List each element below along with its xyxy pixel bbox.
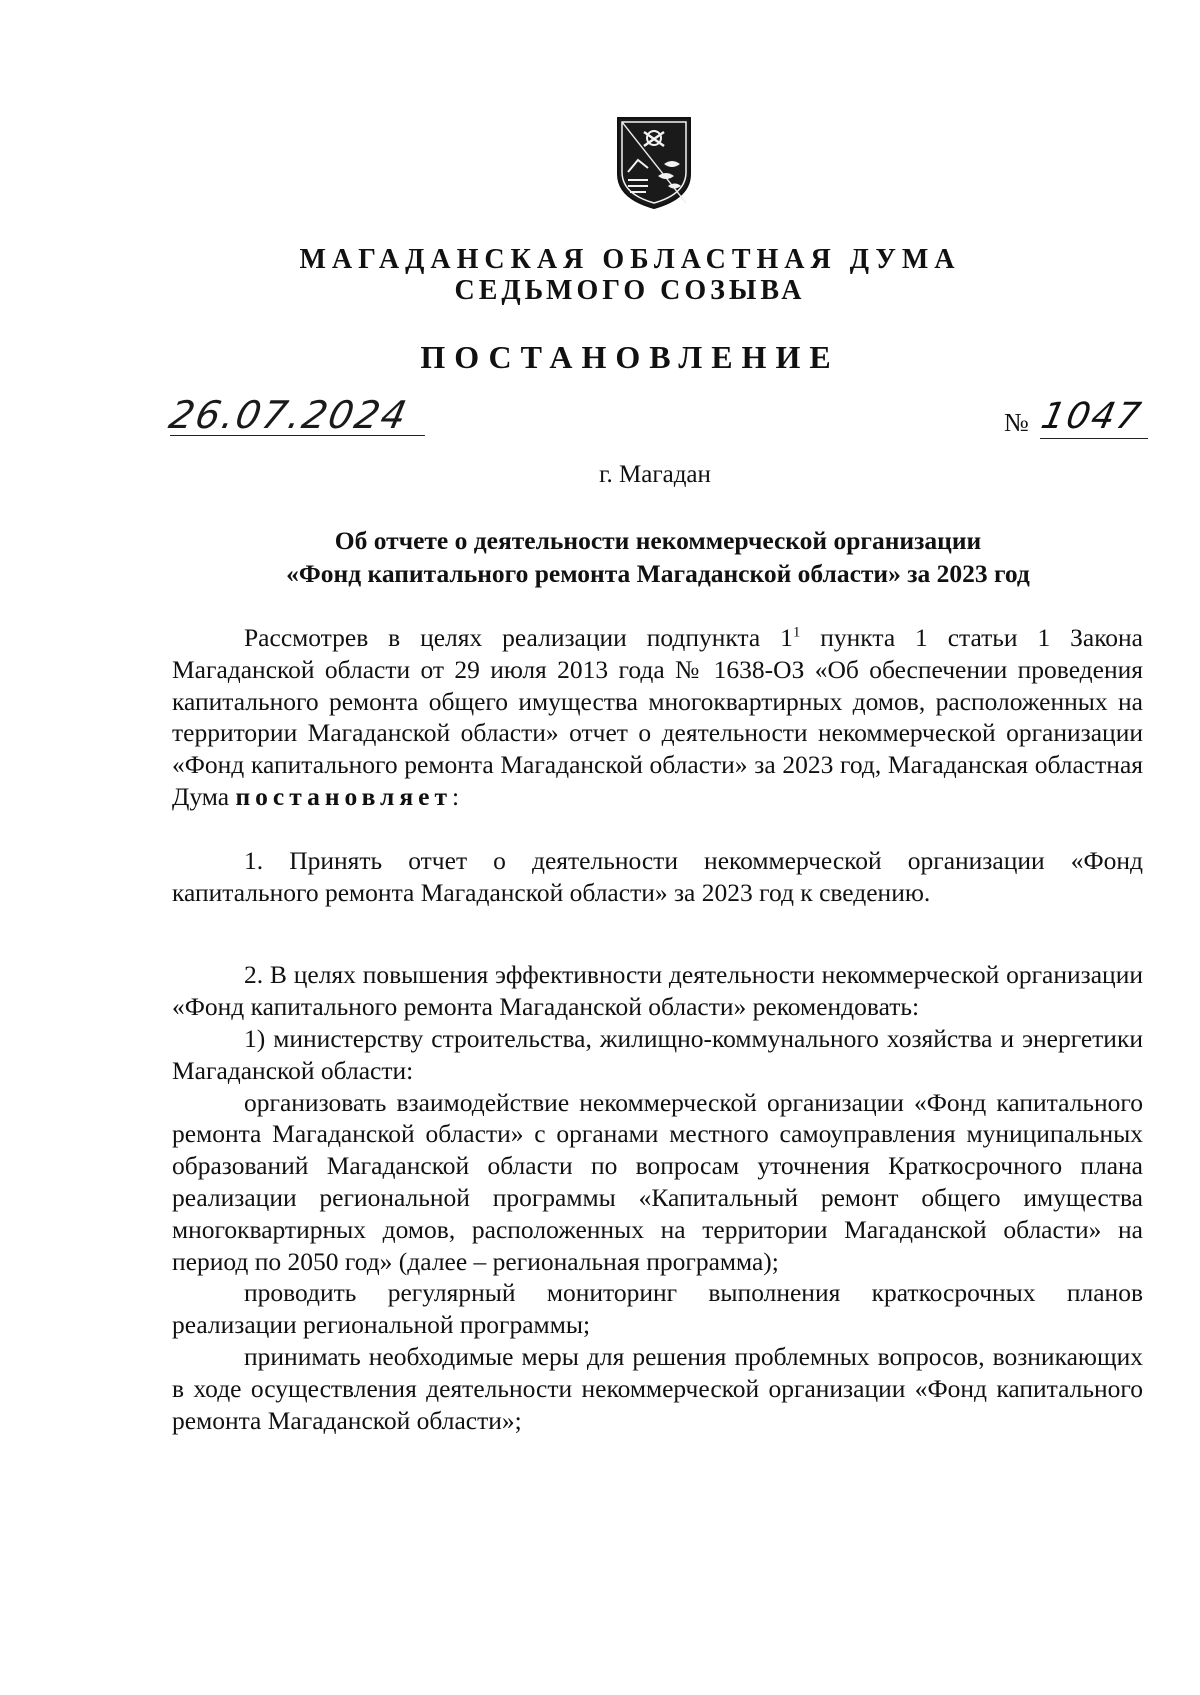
handwritten-date: 26.07.2024 — [165, 393, 413, 437]
convocation: СЕДЬМОГО СОЗЫВА — [454, 275, 806, 306]
preamble-paragraph — [172, 622, 1143, 813]
item-2-1-paragraph: 1) министерству строительства, жилищно-коммунального хозяйства и энергетики Магаданской области: — [172, 1023, 1143, 1085]
document-body — [172, 622, 1143, 1436]
subject-line-2: «Фонд капитального ремонта Магаданской области» за 2023 год — [286, 559, 1030, 588]
number-field — [1004, 396, 1149, 444]
date-field — [165, 393, 425, 441]
document-type-title: ПОСТАНОВЛЕНИЕ — [420, 339, 840, 375]
number-sign: № — [1004, 408, 1029, 437]
subject-line-1: Об отчете о деятельности некоммерческой организации — [334, 526, 982, 555]
item-2-1-c-paragraph: принимать необходимые меры для решения проблемных вопросов, возникающих в ходе осуществления деятельности некоммерческой организации «Фонд капитального ремонта Магаданской области»; — [172, 1341, 1143, 1435]
item-2-1-a-paragraph: организовать взаимодействие некоммерческой организации «Фонд капитального ремонта Магаданской области» с органами местного самоуправления муниципальных образований Магаданской области по вопросам уточнения Краткосрочного плана реализации региональной программы «Капитальный ремонт общего имущества многоквартирных домов, расположенных на территории Магаданской области» на период по 2050 год» (далее – региональная программа); — [172, 1087, 1143, 1276]
preamble-text-b: пункта 1 статьи 1 Закона Магаданской области от 29 июля 2013 года № 1638-ОЗ «Об обеспечении проведения капитального ремонта общего имущества многоквартирных домов, расположенных на территории Магаданской области» отчет о деятельности некоммерческой организации «Фонд капитального ремонта Магаданской области» за 2023 год, Магаданская областная Дума — [172, 623, 1143, 811]
preamble-end: : — [452, 781, 460, 811]
date-underline — [170, 435, 425, 436]
item-2-paragraph: 2. В целях повышения эффективности деятельности некоммерческой организации «Фонд капитального ремонта Магаданской области» рекомендовать: — [172, 960, 1143, 1022]
item-2-1-b-paragraph: проводить регулярный мониторинг выполнения краткосрочных планов реализации региональной программы; — [172, 1278, 1143, 1340]
coat-of-arms-emblem — [614, 114, 694, 210]
item-1-paragraph: 1. Принять отчет о деятельности некоммерческой организации «Фонд капитального ремонта Магаданской области» за 2023 год к сведению. — [172, 845, 1143, 907]
resolution-verb: постановляет — [235, 781, 453, 811]
duma-name: МАГАДАНСКАЯ ОБЛАСТНАЯ ДУМА — [299, 244, 961, 275]
document-subject — [172, 524, 1144, 590]
city: г. Магадан — [599, 461, 711, 488]
number-underline — [1040, 438, 1148, 439]
handwritten-number: 1047 — [1037, 396, 1146, 437]
preamble-text-a: Рассмотрев в целях реализации подпункта 1 — [244, 623, 793, 652]
preamble-superscript: 1 — [792, 624, 801, 641]
